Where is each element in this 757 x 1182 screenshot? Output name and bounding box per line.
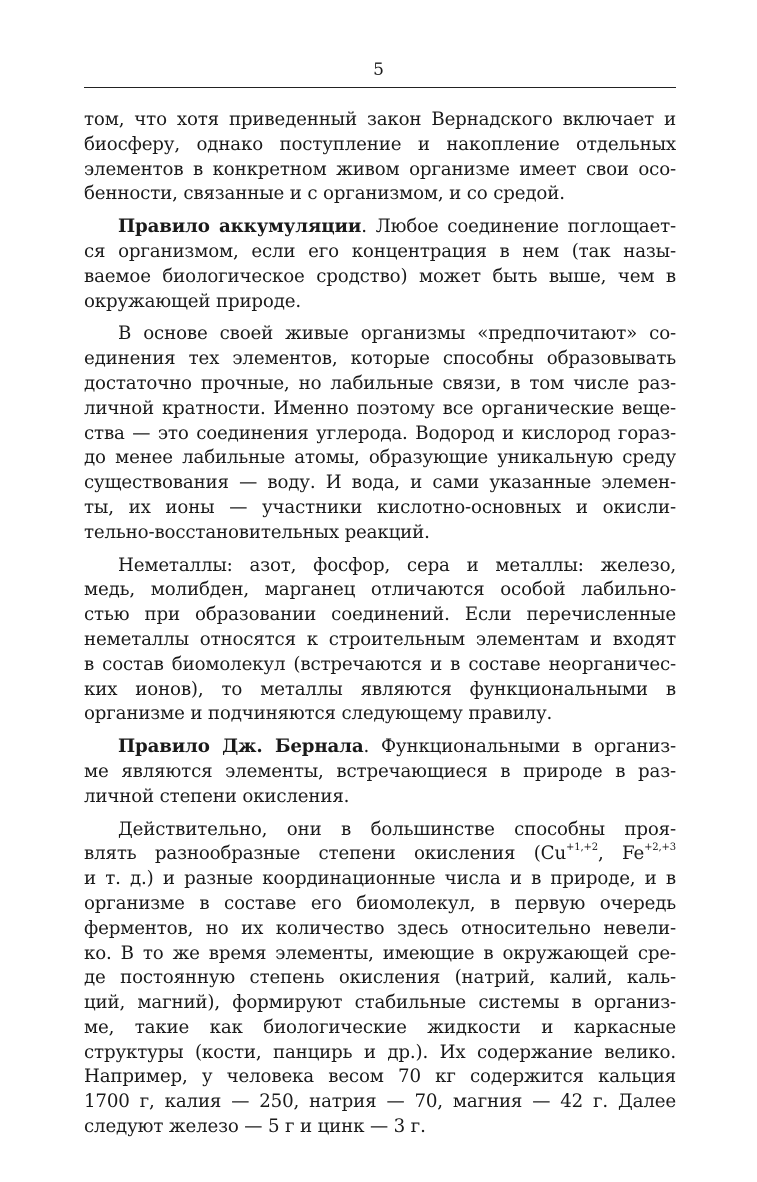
text-line: ства — это соединения углерода. Водород и кислород гораз- (84, 422, 676, 444)
text-line: ме, такие как биологические жидкости и каркасные (84, 1016, 676, 1038)
text-line: ме являются элементы, встречающиеся в природе в раз- (84, 760, 676, 782)
text-line: ваемое биологическое сродство) может быть выше, чем в (84, 265, 676, 287)
text-line: биосферу, однако поступление и накопление отдельных (84, 133, 676, 155)
text-line: единения тех элементов, которые способны образовывать (84, 348, 676, 370)
text-line: ферментов, но их количество здесь относительно невели- (84, 917, 676, 939)
rule-title: Правило аккумуляции (118, 216, 362, 238)
text-line: организме в составе его биомолекул, в первую очередь (84, 892, 676, 914)
text-line: В основе своей живые организмы «предпочитают» со- (118, 323, 676, 345)
text-line: существования — воду. И вода, и сами указанные элемен- (84, 472, 676, 494)
text-line: Неметаллы: азот, фосфор, сера и металлы: железо, (118, 554, 676, 576)
paragraph (84, 108, 676, 207)
paragraph (84, 818, 676, 1140)
text-line: ких ионов), то металлы являются функциональными в (84, 678, 676, 700)
paragraph (84, 215, 676, 314)
page-number: 5 (373, 60, 384, 80)
text-line: неметаллы относятся к строительным элементам и входят (84, 628, 676, 650)
text-line (84, 735, 676, 760)
text-line: де постоянную степень окисления (натрий, калий, каль- (84, 967, 676, 989)
page-body (84, 108, 676, 1140)
text-run: , Fe (597, 843, 645, 865)
text-line: бенности, связанные и с организмом, и со средой. (84, 183, 565, 205)
text-line: личной степени окисления. (84, 785, 350, 807)
text-line: медь, молибден, марганец отличаются особой лабильно- (84, 579, 676, 601)
text-line: 1700 г, калия — 250, натрия — 70, магния — 42 г. Далее (84, 1091, 676, 1113)
text-line: стью при образовании соединений. Если перечисленные (84, 604, 676, 626)
text-line: до менее лабильные атомы, образующие уникальную среду (84, 447, 676, 469)
header-rule (84, 87, 676, 88)
text-run: . Любое соединение поглощает- (361, 216, 677, 238)
text-line: элементов в конкретном живом организме имеет свои осо- (84, 158, 676, 180)
oxidation-superscript: +1,+2 (566, 842, 598, 854)
text-line: достаточно прочные, но лабильные связи, в том числе раз- (84, 372, 676, 394)
text-run: влять разнообразные степени окисления (Cu (84, 843, 567, 865)
text-line: окружающей природе. (84, 290, 302, 312)
paragraph (84, 735, 676, 809)
text-line (84, 215, 676, 240)
oxidation-superscript: +2,+3 (644, 842, 676, 854)
text-line: Например, у человека весом 70 кг содержится кальция (84, 1066, 676, 1088)
rule-title: Правило Дж. Бернала (118, 736, 364, 758)
text-line: ций, магний), формируют стабильные системы в организ- (84, 992, 676, 1014)
text-line: Действительно, они в большинстве способны проя- (118, 818, 676, 840)
text-line: и т. д.) и разные координационные числа и в природе, и в (84, 868, 676, 890)
text-line: тельно-восстановительных реакций. (84, 521, 430, 543)
text-run: . Функциональными в организ- (363, 736, 676, 758)
text-line: ты, их ионы — участники кислотно-основных и окисли- (84, 496, 676, 518)
text-line: ся организмом, если его концентрация в нем (так назы- (84, 240, 676, 262)
paragraph (84, 554, 676, 728)
text-line: организме и подчиняются следующему правилу. (84, 703, 553, 725)
text-line: структуры (кости, панцирь и др.). Их содержание велико. (84, 1041, 676, 1063)
text-line: личной кратности. Именно поэтому все органические веще- (84, 397, 676, 419)
text-line (84, 842, 676, 867)
paragraph (84, 322, 676, 545)
text-line: в состав биомолекул (встречаются и в составе неорганичес- (84, 653, 676, 675)
text-line: том, что хотя приведенный закон Вернадского включает и (84, 109, 676, 130)
text-line: ко. В то же время элементы, имеющие в окружающей сре- (84, 942, 676, 964)
text-line: следуют железо — 5 г и цинк — 3 г. (84, 1116, 426, 1138)
